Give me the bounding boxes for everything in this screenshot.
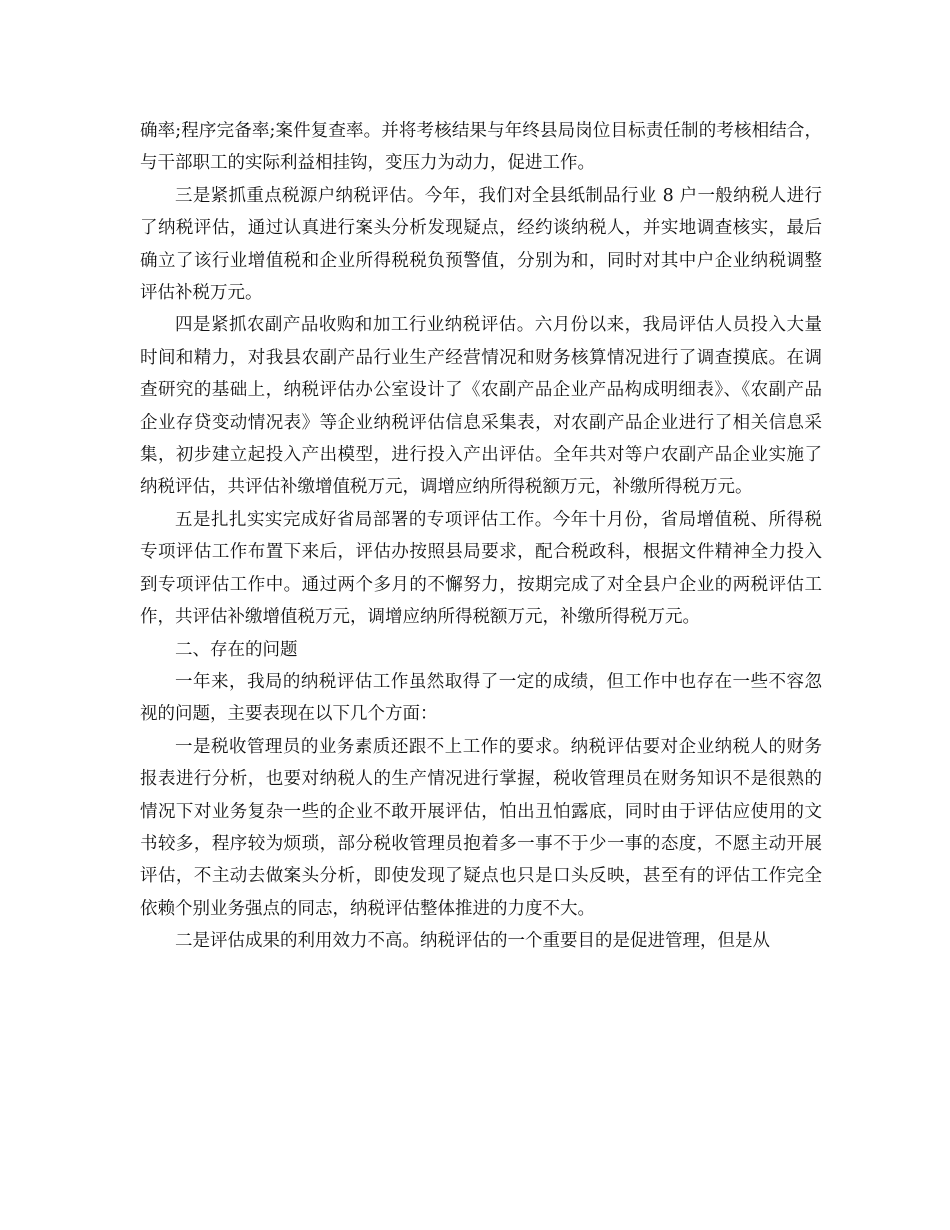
paragraph-continuation: 确率;程序完备率;案件复查率。并将考核结果与年终县局岗位目标责任制的考核相结合，与干部职工的实际利益相挂钩，变压力为动力，促进工作。 [140,121,822,174]
paragraph-agricultural-evaluation: 四是紧抓农副产品收购和加工行业纳税评估。六月份以来，我局评估人员投入大量时间和精力，对我县农副产品行业生产经营情况和财务核算情况进行了调查摸底。在调查研究的基础上，纳税评估办公室设计了《农副产品企业产品构成明细表》、《农副产品企业存贷变动情况表》等企业纳税评估信息采集表，对农副产品企业进行了相关信息采集，初步建立起投入产出模型，进行投入产出评估。全年共对等户农副产品企业实施了纳税评估，共评估补缴增值税万元，调增应纳所得税额万元，补缴所得税万元。 [140,315,822,498]
paragraph-special-evaluation: 五是扎扎实实完成好省局部署的专项评估工作。今年十月份，省局增值税、所得税专项评估工作布置下来后，评估办按照县局要求，配合税政科，根据文件精神全力投入到专项评估工作中。通过两个多月的不懈努力，按期完成了对全县户企业的两税评估工作，共评估补缴增值税万元，调增应纳所得税额万元，补缴所得税万元。 [140,509,822,628]
paragraph-problems-intro: 一年来，我局的纳税评估工作虽然取得了一定的成绩，但工作中也存在一些不容忽视的问题，主要表现在以下几个方面： [140,671,822,725]
section-heading-problems: 二、存在的问题 [175,639,298,660]
paragraph-key-taxpayer-evaluation: 三是紧抓重点税源户纳税评估。今年，我们对全县纸制品行业 8 户一般纳税人进行了纳税评估，通过认真进行案头分析发现疑点，经约谈纳税人，并实地调查核实，最后确立了该行业增值税和企业所得税税负预警值，分别为和，同时对其中户企业纳税调整评估补税万元。 [140,185,822,304]
paragraph-problem-one: 一是税收管理员的业务素质还跟不上工作的要求。纳税评估要对企业纳税人的财务报表进行分析，也要对纳税人的生产情况进行掌握，税收管理员在财务知识不是很熟的情况下对业务复杂一些的企业不敢开展评估，怕出丑怕露底，同时由于评估应使用的文书较多，程序较为烦琐，部分税收管理员抱着多一事不于少一事的态度，不愿主动开展评估，不主动去做案头分析，即使发现了疑点也只是口头反映，甚至有的评估工作完全依赖个别业务强点的同志，纳税评估整体推进的力度不大。 [140,736,822,919]
paragraph-problem-two: 二是评估成果的利用效力不高。纳税评估的一个重要目的是促进管理，但是从 [175,931,770,952]
document-body [140,115,822,958]
